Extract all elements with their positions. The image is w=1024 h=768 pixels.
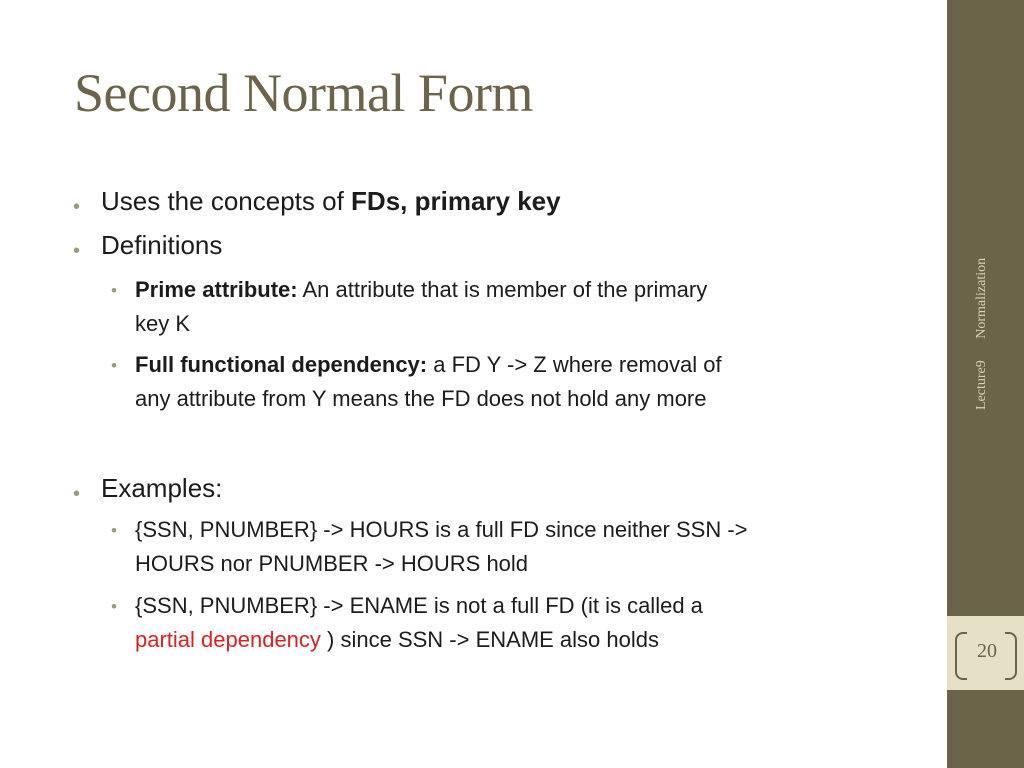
example-text-cont: HOURS nor PNUMBER -> HOURS hold [135, 551, 529, 576]
example-text-cont: ) since SSN -> ENAME also holds [320, 627, 659, 652]
definition-text: An attribute that is member of the primary [297, 277, 708, 302]
definition-text-cont: key K [135, 311, 191, 336]
bullet-bold-text: FDs, primary key [351, 186, 561, 216]
bullet-definitions: Definitions [101, 230, 223, 260]
example-text: {SSN, PNUMBER} -> ENAME is not a full FD (it is called a [135, 593, 703, 618]
sidebar-lecture: Lecture9 [974, 360, 989, 410]
bullet-dot-icon: • [73, 240, 81, 262]
definition-term: Full functional dependency: [135, 352, 428, 377]
bullet-examples: Examples: [101, 473, 223, 503]
page-number: 20 [977, 640, 997, 662]
sidebar-topic: Normalization [974, 257, 989, 339]
sub-bullet-dot-icon: • [111, 597, 117, 616]
slide-title: Second Normal Form [74, 63, 533, 123]
definition-prime-attribute [135, 273, 905, 341]
example-partial-dependency [135, 589, 905, 657]
sub-bullet-dot-icon: • [111, 356, 117, 375]
bullet-dot-icon: • [73, 196, 81, 218]
bullet-text: Uses the concepts of [101, 186, 352, 216]
partial-dependency-highlight: partial dependency [135, 627, 321, 652]
sub-bullet-dot-icon: • [111, 521, 117, 540]
definition-text-cont: any attribute from Y means the FD does not hold any more [135, 386, 707, 411]
example-full-fd [135, 513, 905, 581]
sub-bullet-dot-icon: • [111, 281, 117, 300]
example-text: {SSN, PNUMBER} -> HOURS is a full FD since neither SSN -> [135, 517, 748, 542]
bullet-dot-icon: • [73, 483, 81, 505]
definition-term: Prime attribute: [135, 277, 298, 302]
definition-full-functional-dependency [135, 348, 905, 416]
bullet-uses-concepts [101, 186, 561, 217]
definition-text: a FD Y -> Z where removal of [427, 352, 722, 377]
sidebar-footer-text [974, 258, 990, 410]
